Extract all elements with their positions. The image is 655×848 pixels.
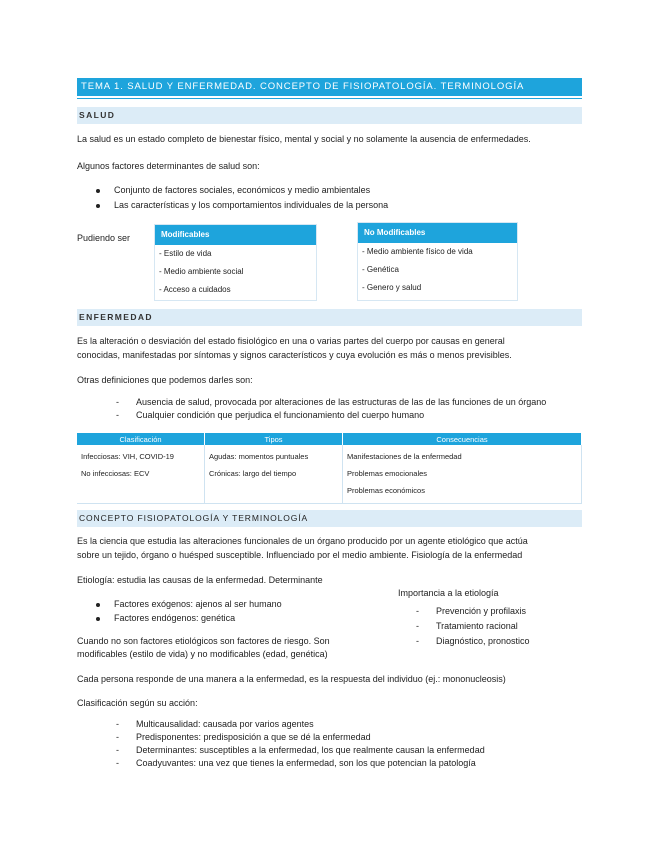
list-item: - Multicausalidad: causada por varios agentes [116, 719, 314, 729]
cell-line: Problemas económicos [347, 486, 425, 495]
list-item: - Estilo de vida [159, 249, 212, 258]
salud-factors-intro: Algunos factores determinantes de salud son: [77, 161, 260, 171]
list-item: - Tratamiento racional [416, 621, 518, 631]
cell-line: No infecciosas: ECV [81, 469, 150, 478]
pudiendo-label: Pudiendo ser [77, 233, 131, 243]
section-heading-salud: SALUD [77, 107, 582, 124]
bullet-icon [96, 603, 100, 607]
enfermedad-definition-line: Es la alteración o desviación del estado fisiológico en una o varias partes del cuerpo por causas en general [77, 336, 505, 346]
list-item-text: Determinantes: susceptibles a la enfermedad, los que realmente causan la enfermedad [136, 745, 485, 755]
cell-line: Crónicas: largo del tiempo [209, 469, 297, 478]
list-item [96, 612, 235, 625]
list-item: - Acceso a cuidados [159, 285, 231, 294]
enfermedad-other-intro: Otras definiciones que podemos darles son: [77, 375, 253, 385]
table-header: Tipos [205, 433, 343, 445]
list-item: - Genética [362, 265, 399, 274]
table-row [77, 445, 582, 504]
cell-line: Infecciosas: VIH, COVID-19 [81, 452, 174, 461]
list-item: - Diagnóstico, pronostico [416, 636, 530, 646]
riesgo-line: modificables (estilo de vida) y no modificables (edad, genética) [77, 649, 328, 659]
table-cell [77, 445, 205, 504]
list-item: - Determinantes: susceptibles a la enfermedad, los que realmente causan la enfermedad [116, 745, 485, 755]
list-item: - Medio ambiente social [159, 267, 244, 276]
list-item-text: Cualquier condición que perjudica el funcionamiento del cuerpo humano [136, 410, 425, 420]
bullet-icon [96, 189, 100, 193]
no-modificables-card [357, 222, 518, 301]
list-item: - Cualquier condición que perjudica el funcionamiento del cuerpo humano [116, 410, 425, 420]
list-item: - Prevención y profilaxis [416, 606, 527, 616]
classification-table [77, 433, 582, 504]
list-item [96, 199, 388, 212]
list-item: - Genero y salud [362, 283, 422, 292]
list-item: - Coadyuvantes: una vez que tienes la enfermedad, son los que potencian la patología [116, 758, 476, 768]
table-header: Consecuencias [343, 433, 582, 445]
table-cell [343, 445, 582, 504]
list-item-text: Predisponentes: predisposición a que se dé la enfermedad [136, 732, 371, 742]
list-item-text: Multicausalidad: causada por varios agentes [136, 719, 314, 729]
respuesta-text: Cada persona responde de una manera a la enfermedad, es la respuesta del individuo (ej.: mononucleosis) [77, 674, 506, 684]
page-title: TEMA 1. SALUD Y ENFERMEDAD. CONCEPTO DE FISIOPATOLOGÍA. TERMINOLOGÍA [77, 78, 582, 96]
list-item-text: Factores exógenos: ajenos al ser humano [114, 599, 282, 609]
list-item-text: Factores endógenos: genética [114, 613, 236, 623]
salud-definition: La salud es un estado completo de bienestar físico, mental y social y no solamente la ausencia de enfermedades. [77, 134, 531, 144]
modificables-title: Modificables [155, 225, 316, 245]
list-item-text: Conjunto de factores sociales, económicos y medio ambientales [114, 185, 371, 195]
clasificacion-intro: Clasificación según su acción: [77, 698, 198, 708]
list-item: - Medio ambiente físico de vida [362, 247, 473, 256]
modificables-card [154, 224, 317, 301]
bullet-icon [96, 204, 100, 208]
section-heading-concepto: CONCEPTO FISIOPATOLOGÍA Y TERMINOLOGÍA [77, 510, 582, 527]
table-cell [205, 445, 343, 504]
list-item-text: Ausencia de salud, provocada por alteraciones de las estructuras de las de las funciones de un órgano [136, 397, 547, 407]
riesgo-line: Cuando no son factores etiológicos son factores de riesgo. Son [77, 636, 330, 646]
title-underline [77, 98, 582, 99]
concepto-definition-line: sobre un tejido, órgano o huésped susceptible. Influenciado por el medio ambiente. Fisiología de la enfermedad [77, 550, 523, 560]
list-item-text: Las características y los comportamientos individuales de la persona [114, 200, 389, 210]
enfermedad-definition-line: conocidas, manifestadas por síntomas y signos característicos y cuya evolución es más o menos previsibles. [77, 350, 512, 360]
bullet-icon [96, 617, 100, 621]
cell-line: Agudas: momentos puntuales [209, 452, 309, 461]
cell-line: Problemas emocionales [347, 469, 428, 478]
list-item-text: Coadyuvantes: una vez que tienes la enfermedad, son los que potencian la patología [136, 758, 476, 768]
etiologia-text: Etiología: estudia las causas de la enfermedad. Determinante [77, 575, 323, 585]
importancia-title: Importancia a la etiología [398, 588, 499, 598]
list-item-text: Diagnóstico, pronostico [436, 636, 530, 646]
section-heading-enfermedad: ENFERMEDAD [77, 309, 582, 326]
no-modificables-title: No Modificables [358, 223, 517, 243]
list-item-text: Tratamiento racional [436, 621, 518, 631]
cell-line: Manifestaciones de la enfermedad [347, 452, 462, 461]
list-item: - Ausencia de salud, provocada por alteraciones de las estructuras de las de las funciones de un órgano [116, 397, 547, 407]
list-item: - Predisponentes: predisposición a que se dé la enfermedad [116, 732, 371, 742]
concepto-definition-line: Es la ciencia que estudia las alteraciones funcionales de un órgano producido por un agente etiológico que actúa [77, 536, 528, 546]
table-header: Clasificación [77, 433, 205, 445]
list-item-text: Prevención y profilaxis [436, 606, 527, 616]
list-item [96, 598, 282, 611]
list-item [96, 184, 370, 197]
